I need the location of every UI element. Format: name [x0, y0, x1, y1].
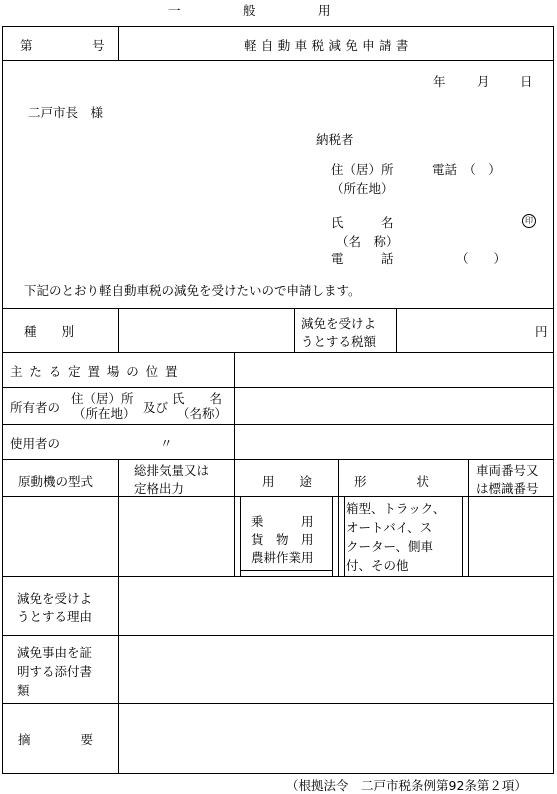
request-sentence: 下記のとおり軽自動車税の減免を受けたいので申請します。: [24, 283, 361, 298]
attach-label-3: 類: [17, 683, 30, 698]
use-option-passenger: 乗 用: [251, 514, 314, 529]
reason-label-1: 減免を受けよ: [17, 591, 93, 606]
number-suffix: 号: [92, 38, 105, 53]
col-model: 原動機の型式: [18, 474, 94, 489]
seal-icon: 印: [522, 214, 536, 228]
owner-label-c: （所在地）: [73, 406, 136, 421]
legal-basis-footnote: （根拠法令 二戸市税条例第92条第２項）: [286, 778, 527, 793]
phone-label: 電話 （ ）: [432, 162, 501, 177]
attach-label-1: 減免事由を証: [17, 645, 93, 660]
name-sub: （名 称）: [336, 234, 399, 249]
owner-label-a: 所有者の: [10, 400, 61, 415]
owner-label-f: （名称）: [177, 406, 228, 421]
storage-location-label: 主たる定置場の位置: [10, 364, 185, 379]
col-plate-2: は標識番号: [476, 481, 539, 496]
phone2-value: （ ）: [456, 251, 507, 266]
applicant-section: [2, 60, 554, 309]
reduction-amount-label-2: うとする税額: [301, 334, 377, 349]
col-displacement-1: 総排気量又は: [134, 463, 210, 478]
col-displacement-2: 定格出力: [134, 481, 185, 496]
date-day: 日: [520, 74, 533, 89]
shape-line-1: 箱型、トラック、: [346, 501, 446, 516]
name-label: 氏 名: [331, 215, 394, 230]
col-use: 用 途: [262, 474, 313, 489]
address-sub: （所在地）: [331, 181, 394, 196]
phone2-label: 電 話: [331, 251, 394, 266]
owner-label-b: 住（居）所: [71, 391, 134, 406]
yen-unit: 円: [535, 324, 548, 339]
taxpayer-heading: 納税者: [316, 132, 354, 147]
owner-label-d: 及び: [143, 400, 169, 415]
col-plate-1: 車両番号又: [476, 463, 539, 478]
date-year: 年: [433, 74, 446, 89]
user-row: [2, 424, 554, 460]
user-ditto: 〃: [160, 436, 173, 451]
addressee: 二戸市長 様: [28, 105, 104, 120]
use-option-farm: 農耕作業用: [251, 550, 314, 565]
shape-line-3: クーター、側車: [346, 539, 434, 554]
reduction-amount-label-1: 減免を受けよ: [301, 316, 377, 331]
form-category: 一 般 用: [168, 3, 331, 18]
reason-label-2: うとする理由: [17, 609, 93, 624]
address-label: 住（居）所: [331, 162, 394, 177]
shape-line-2: オートバイ、ス: [346, 520, 433, 535]
type-row: [2, 308, 554, 353]
col-shape: 形 状: [354, 474, 430, 489]
remarks-label: 摘 要: [18, 732, 94, 747]
use-option-cargo: 貨 物 用: [251, 532, 314, 547]
user-label: 使用者の: [10, 436, 61, 451]
attach-label-2: 明する添付書: [17, 664, 93, 679]
owner-label-e: 氏 名: [172, 391, 223, 406]
shape-line-4: 付、その他: [346, 558, 409, 573]
type-label: 種 別: [24, 324, 75, 339]
date-month: 月: [477, 74, 490, 89]
number-label: 第: [20, 38, 33, 53]
form-title: 軽自動車税減免申請書: [244, 38, 413, 53]
